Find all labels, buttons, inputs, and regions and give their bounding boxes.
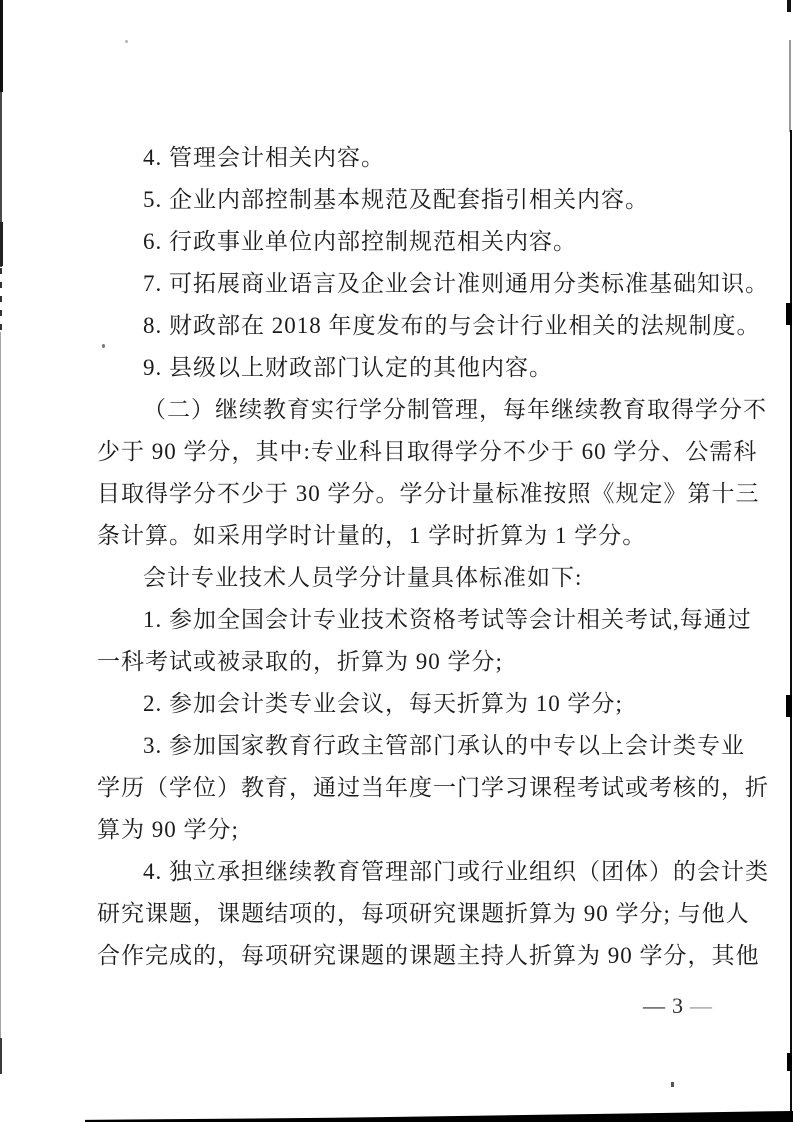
text-line: 少于 90 学分，其中:专业科目取得学分不少于 60 学分、公需科	[97, 439, 758, 464]
scan-edge-left-segment	[0, 332, 1, 1062]
text-line: 6. 行政事业单位内部控制规范相关内容。	[143, 229, 577, 254]
scan-edge-right-blob	[786, 695, 792, 717]
scan-edge-right-blob	[787, 1053, 792, 1071]
text-line: 3. 参加国家教育行政主管部门承认的中专以上会计类专业	[143, 733, 745, 758]
scan-edge-left-segment	[0, 0, 3, 92]
text-line: 一科考试或被录取的，折算为 90 学分;	[97, 649, 503, 674]
scan-speck	[125, 40, 128, 43]
text-line: 1. 参加全国会计专业技术资格考试等会计相关考试,每通过	[143, 607, 752, 632]
text-line: 目取得学分不少于 30 学分。学分计量标准按照《规定》第十三	[97, 481, 760, 506]
scan-edge-left-segment	[0, 92, 2, 267]
scan-edge-right-blob	[786, 303, 792, 325]
text-line: 4. 管理会计相关内容。	[143, 145, 385, 170]
text-line: 8. 财政部在 2018 年度发布的与会计行业相关的法规制度。	[143, 313, 761, 338]
page-number	[643, 993, 712, 1019]
page-number-value: 3	[672, 993, 683, 1018]
text-line: 4. 独立承担继续教育管理部门或行业组织（团体）的会计类	[143, 859, 769, 884]
page-number-dash-left: —	[643, 993, 665, 1018]
text-line: 合作完成的，每项研究课题的课题主持人折算为 90 学分，其他	[97, 943, 760, 968]
scan-edge-right-segment	[790, 130, 792, 1122]
text-line: 条计算。如采用学时计量的，1 学时折算为 1 学分。	[97, 523, 647, 548]
scan-edge-left-segment	[0, 1038, 2, 1074]
text-line: 学历（学位）教育，通过当年度一门学习课程考试或考核的，折	[97, 775, 769, 800]
scan-speck	[671, 1082, 674, 1087]
text-line: 研究课题，课题结项的，每项研究课题折算为 90 学分; 与他人	[97, 901, 750, 926]
page-number-dash-right: —	[690, 993, 712, 1018]
scan-edge-left-segment	[0, 268, 2, 332]
scan-edge-right-segment	[789, 40, 791, 132]
text-line: （二）继续教育实行学分制管理，每年继续教育取得学分不	[143, 397, 767, 422]
scan-edge-left-segment	[0, 222, 3, 266]
text-line: 会计专业技术人员学分计量具体标准如下:	[143, 565, 583, 590]
document-body	[97, 137, 769, 977]
scan-edge-right-tick	[787, 0, 791, 12]
text-line: 5. 企业内部控制基本规范及配套指引相关内容。	[143, 187, 649, 212]
text-line: 9. 县级以上财政部门认定的其他内容。	[143, 355, 553, 380]
text-line: 2. 参加会计类专业会议，每天折算为 10 学分;	[143, 691, 623, 716]
text-line: 算为 90 学分;	[97, 817, 239, 842]
text-line: 7. 可拓展商业语言及企业会计准则通用分类标准基础知识。	[143, 271, 769, 296]
scan-edge-bottom	[85, 1110, 793, 1122]
